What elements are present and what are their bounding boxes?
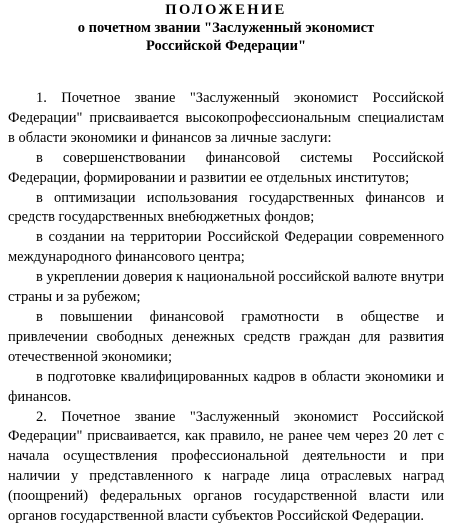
document-subtitle-line-1: о почетном звании "Заслуженный экономист (77, 20, 375, 36)
paragraph-item-financial-system: в совершенствовании финансовой системы Российской Федерации, формировании и развитии ее отдельных институтов; (8, 149, 444, 186)
document-body (8, 89, 444, 527)
document-title: ПОЛОЖЕНИЕ (165, 2, 287, 18)
paragraph-item-financial-center: в создании на территории Российской Федерации современного международного финансового центра; (8, 229, 444, 266)
paragraph-item-state-finances: в оптимизации использования государственных финансов и средств государственных внебюджетных фондов; (8, 189, 444, 226)
document-subtitle-line-2: Российской Федерации" (145, 38, 307, 54)
paragraph-item-financial-literacy: в повышении финансовой грамотности в обществе и привлечении свободных денежных средств граждан для развития отечественной экономики; (8, 308, 444, 365)
paragraph-item-personnel-training: в подготовке квалифицированных кадров в области экономики и финансов. (8, 368, 444, 405)
paragraph-2-conditions: 2. Почетное звание "Заслуженный экономист Российской Федерации" присваивается, как правило, не ранее чем через 20 лет с начала осуществления профессиональной деятельности и при наличии у представленного к награде лица отраслевых наград (поощрений) федеральных органов государственной власти или органов государственной власти субъектов Российской Федерации. (8, 408, 444, 525)
paragraph-item-currency-trust: в укреплении доверия к национальной российской валюте внутри страны и за рубежом; (8, 269, 444, 306)
paragraph-1-intro: 1. Почетное звание "Заслуженный экономист Российской Федерации" присваивается высокопрофессиональным специалистам в области экономики и финансов за личные заслуги: (8, 90, 444, 146)
